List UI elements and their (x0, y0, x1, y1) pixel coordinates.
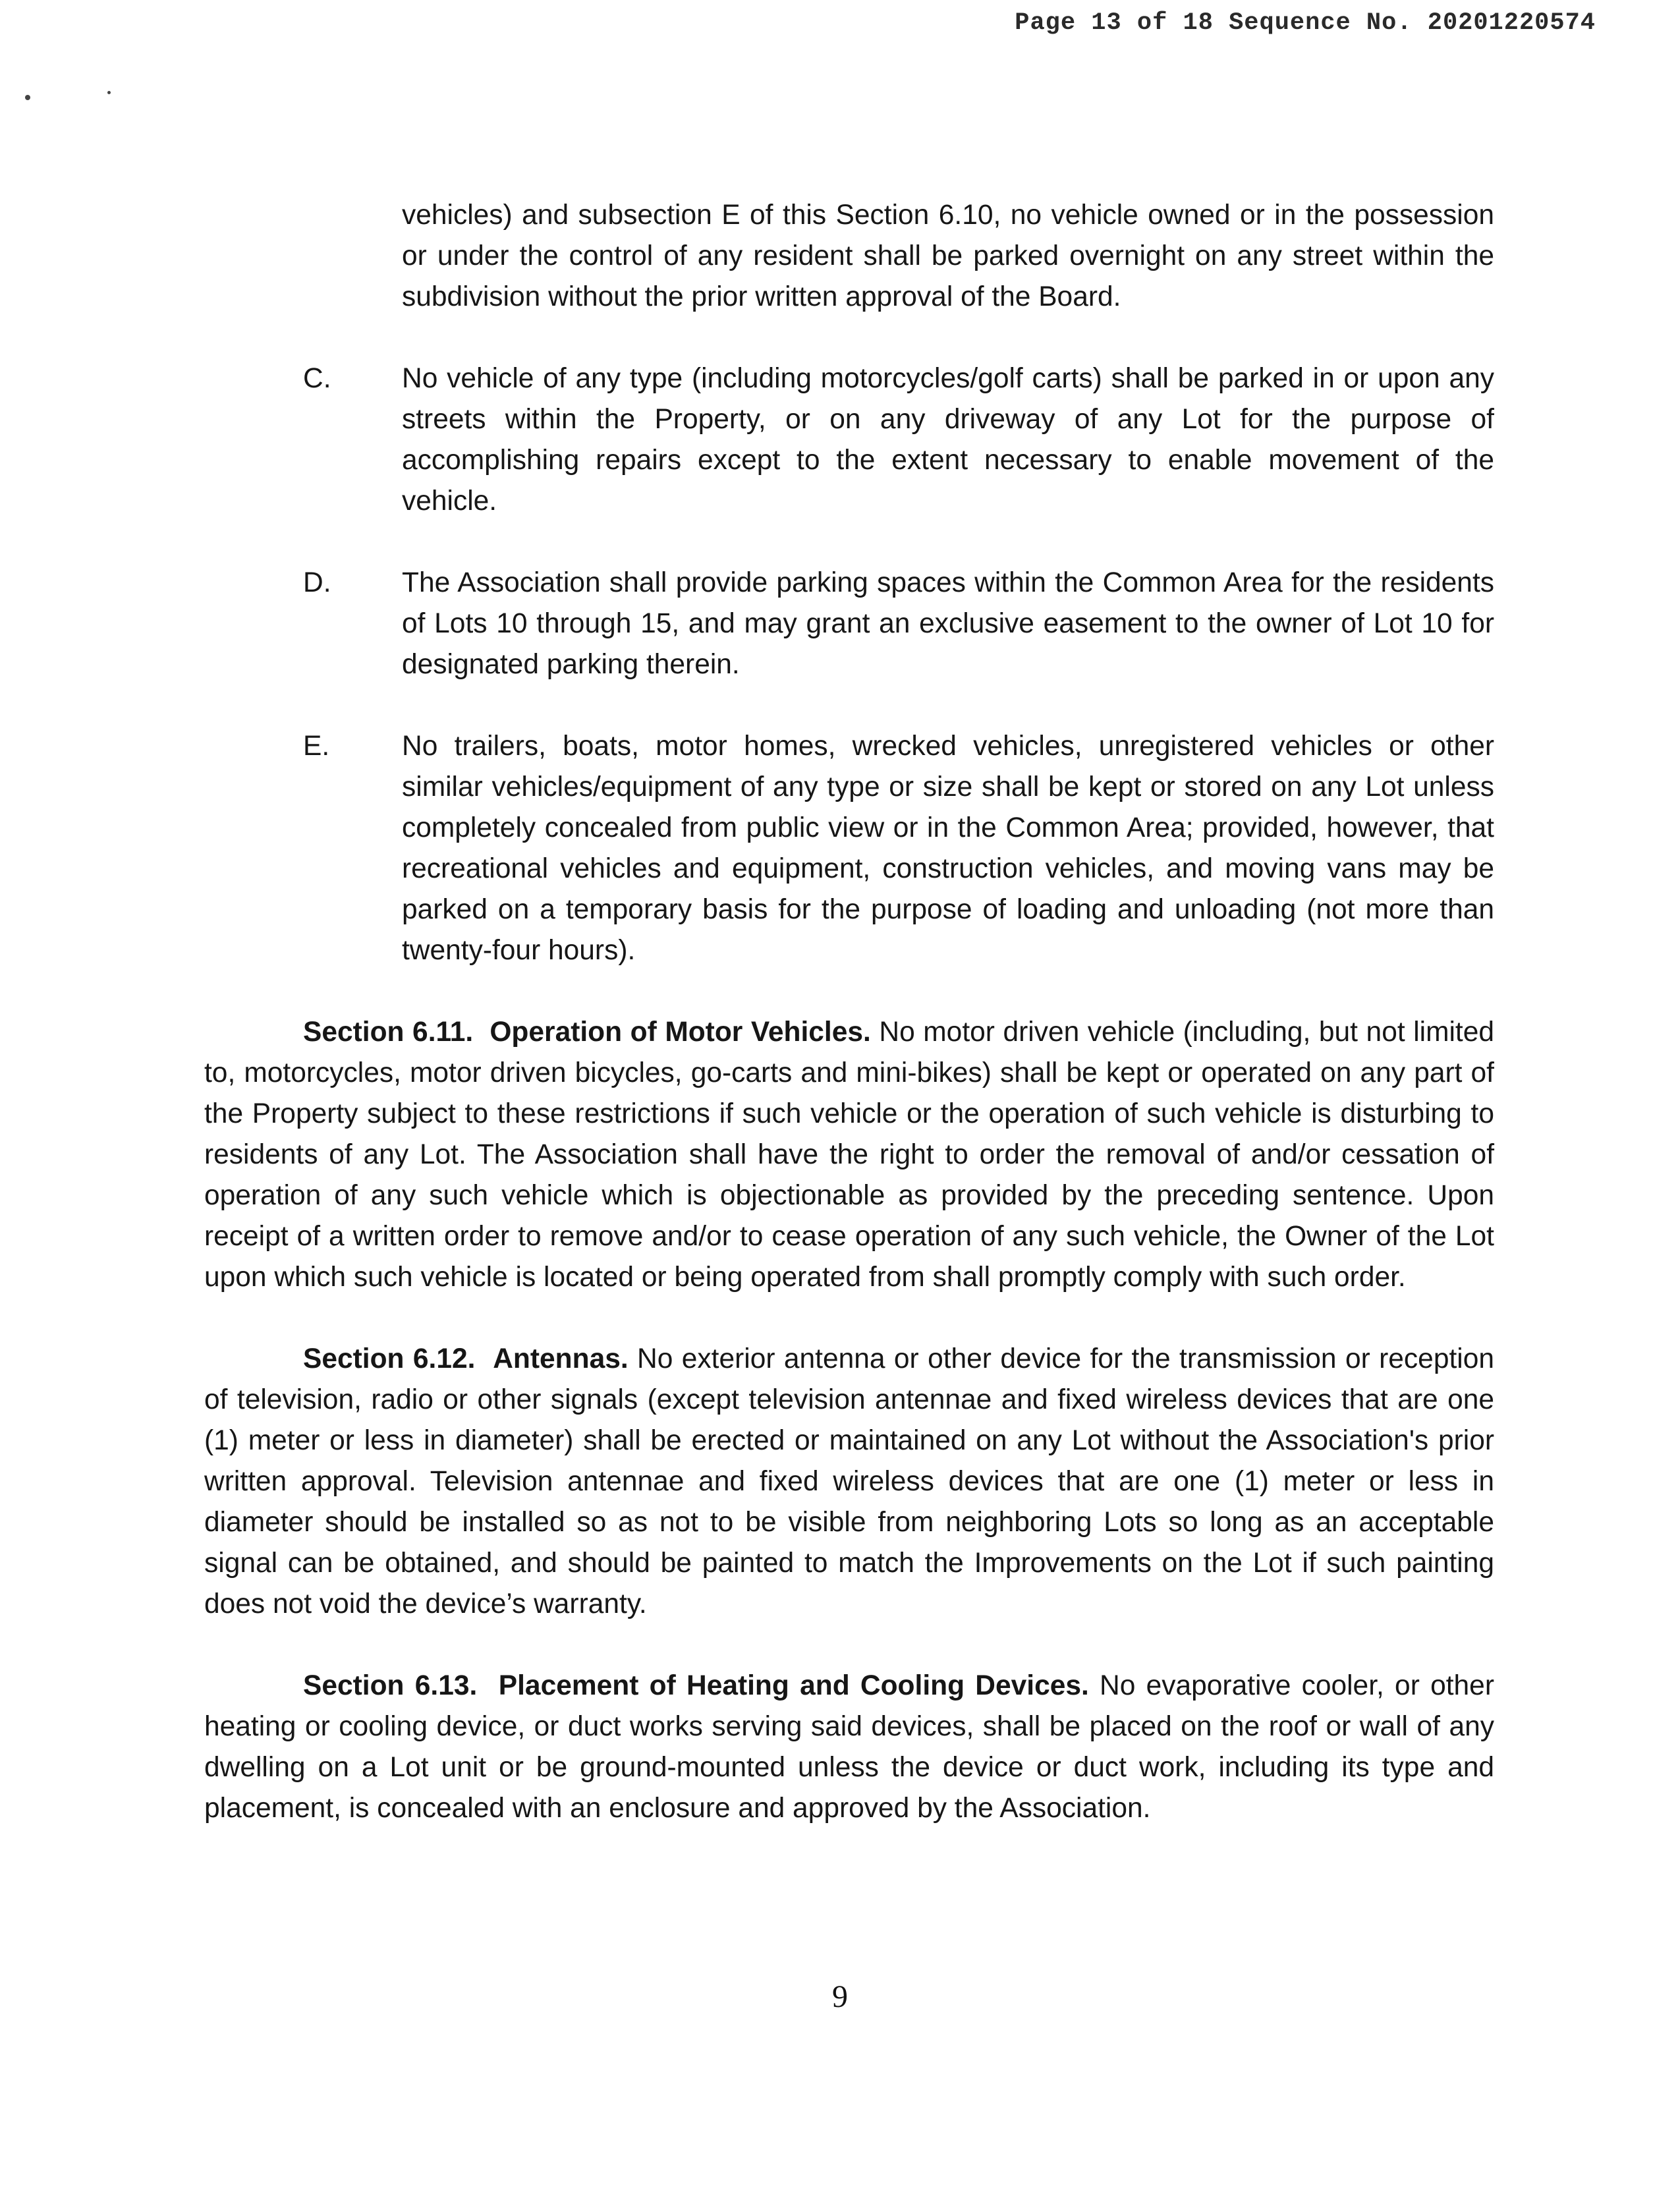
section-6-13 (204, 1666, 1494, 1829)
subsection-d (204, 563, 1494, 685)
section-text: No evaporative cooler, or other heating or cooling device, or duct works serving said devices, shall be placed on the roof or wall of any dwelling on a Lot unit or be ground-mounted unless the device or duct work, including its type and placement, is concealed with an enclosure and approved by the Association. (204, 1670, 1494, 1824)
section-text: No exterior antenna or other device for the transmission or reception of television, radio or other signals (except television antennae and fixed wireless devices that are one (1) meter or less in diameter) shall be erected or maintained on any Lot without the Association's prior written approval. Television antennae and fixed wireless devices that are one (1) meter or less in diameter should be installed so as not to be visible from neighboring Lots so long as an acceptable signal can be obtained, and should be painted to match the Improvements on the Lot if such painting does not void the device’s warranty. (204, 1343, 1494, 1619)
section-6-11 (204, 1012, 1494, 1298)
scan-speck-mark (25, 95, 30, 100)
continued-paragraph: vehicles) and subsection E of this Section 6.10, no vehicle owned or in the possession or under the control of any resident shall be parked overnight on any street within the subdivision without the prior written approval of the Board. (402, 200, 1494, 312)
section-title: Placement of Heating and Cooling Devices. (498, 1670, 1089, 1701)
subsection-letter: E. (303, 731, 330, 762)
subsection-text: No trailers, boats, motor homes, wrecked vehicles, unregistered vehicles or other similar vehicles/equipment of any type or size shall be kept or stored on any Lot unless completely concealed from public view or in the Common Area; provided, however, that recreational vehicles and equipment, construction vehicles, and moving vans may be parked on a temporary basis for the purpose of loading and unloading (not more than twenty-four hours). (402, 731, 1494, 966)
section-text: No motor driven vehicle (including, but not limited to, motorcycles, motor driven bicycles, go-carts and mini-bikes) shall be kept or operated on any part of the Property subject to these restrictions if such vehicle or the operation of such vehicle is disturbing to residents of any Lot. The Association shall have the right to order the removal of and/or cessation of operation of any such vehicle which is objectionable as provided by the preceding sentence. Upon receipt of a written order to remove and/or to cease operation of any such vehicle, the Owner of the Lot upon which such vehicle is located or being operated from shall promptly comply with such order. (204, 1017, 1494, 1293)
scan-speck-mark (107, 91, 111, 94)
section-number: Section 6.12. (303, 1343, 476, 1374)
page-sequence-stamp: Page 13 of 18 Sequence No. 20201220574 (1015, 9, 1596, 37)
subsection-text: No vehicle of any type (including motorcycles/golf carts) shall be parked in or upon any streets within the Property, or on any driveway of any Lot for the purpose of accomplishing repairs except to the extent necessary to enable movement of the vehicle. (402, 363, 1494, 517)
section-title: Antennas. (493, 1343, 629, 1374)
section-title: Operation of Motor Vehicles. (490, 1017, 871, 1048)
subsection-letter: C. (303, 363, 331, 394)
subsection-e (204, 726, 1494, 971)
section-number: Section 6.13. (303, 1670, 478, 1701)
subsection-c (204, 358, 1494, 522)
section-number: Section 6.11. (303, 1017, 474, 1048)
page-number: 9 (832, 1979, 848, 2014)
subsection-text: The Association shall provide parking spaces within the Common Area for the residents of Lots 10 through 15, and may grant an exclusive easement to the owner of Lot 10 for designated parking therein. (402, 567, 1494, 680)
section-6-12 (204, 1339, 1494, 1625)
subsection-letter: D. (303, 567, 331, 598)
document-body (204, 195, 1494, 1829)
